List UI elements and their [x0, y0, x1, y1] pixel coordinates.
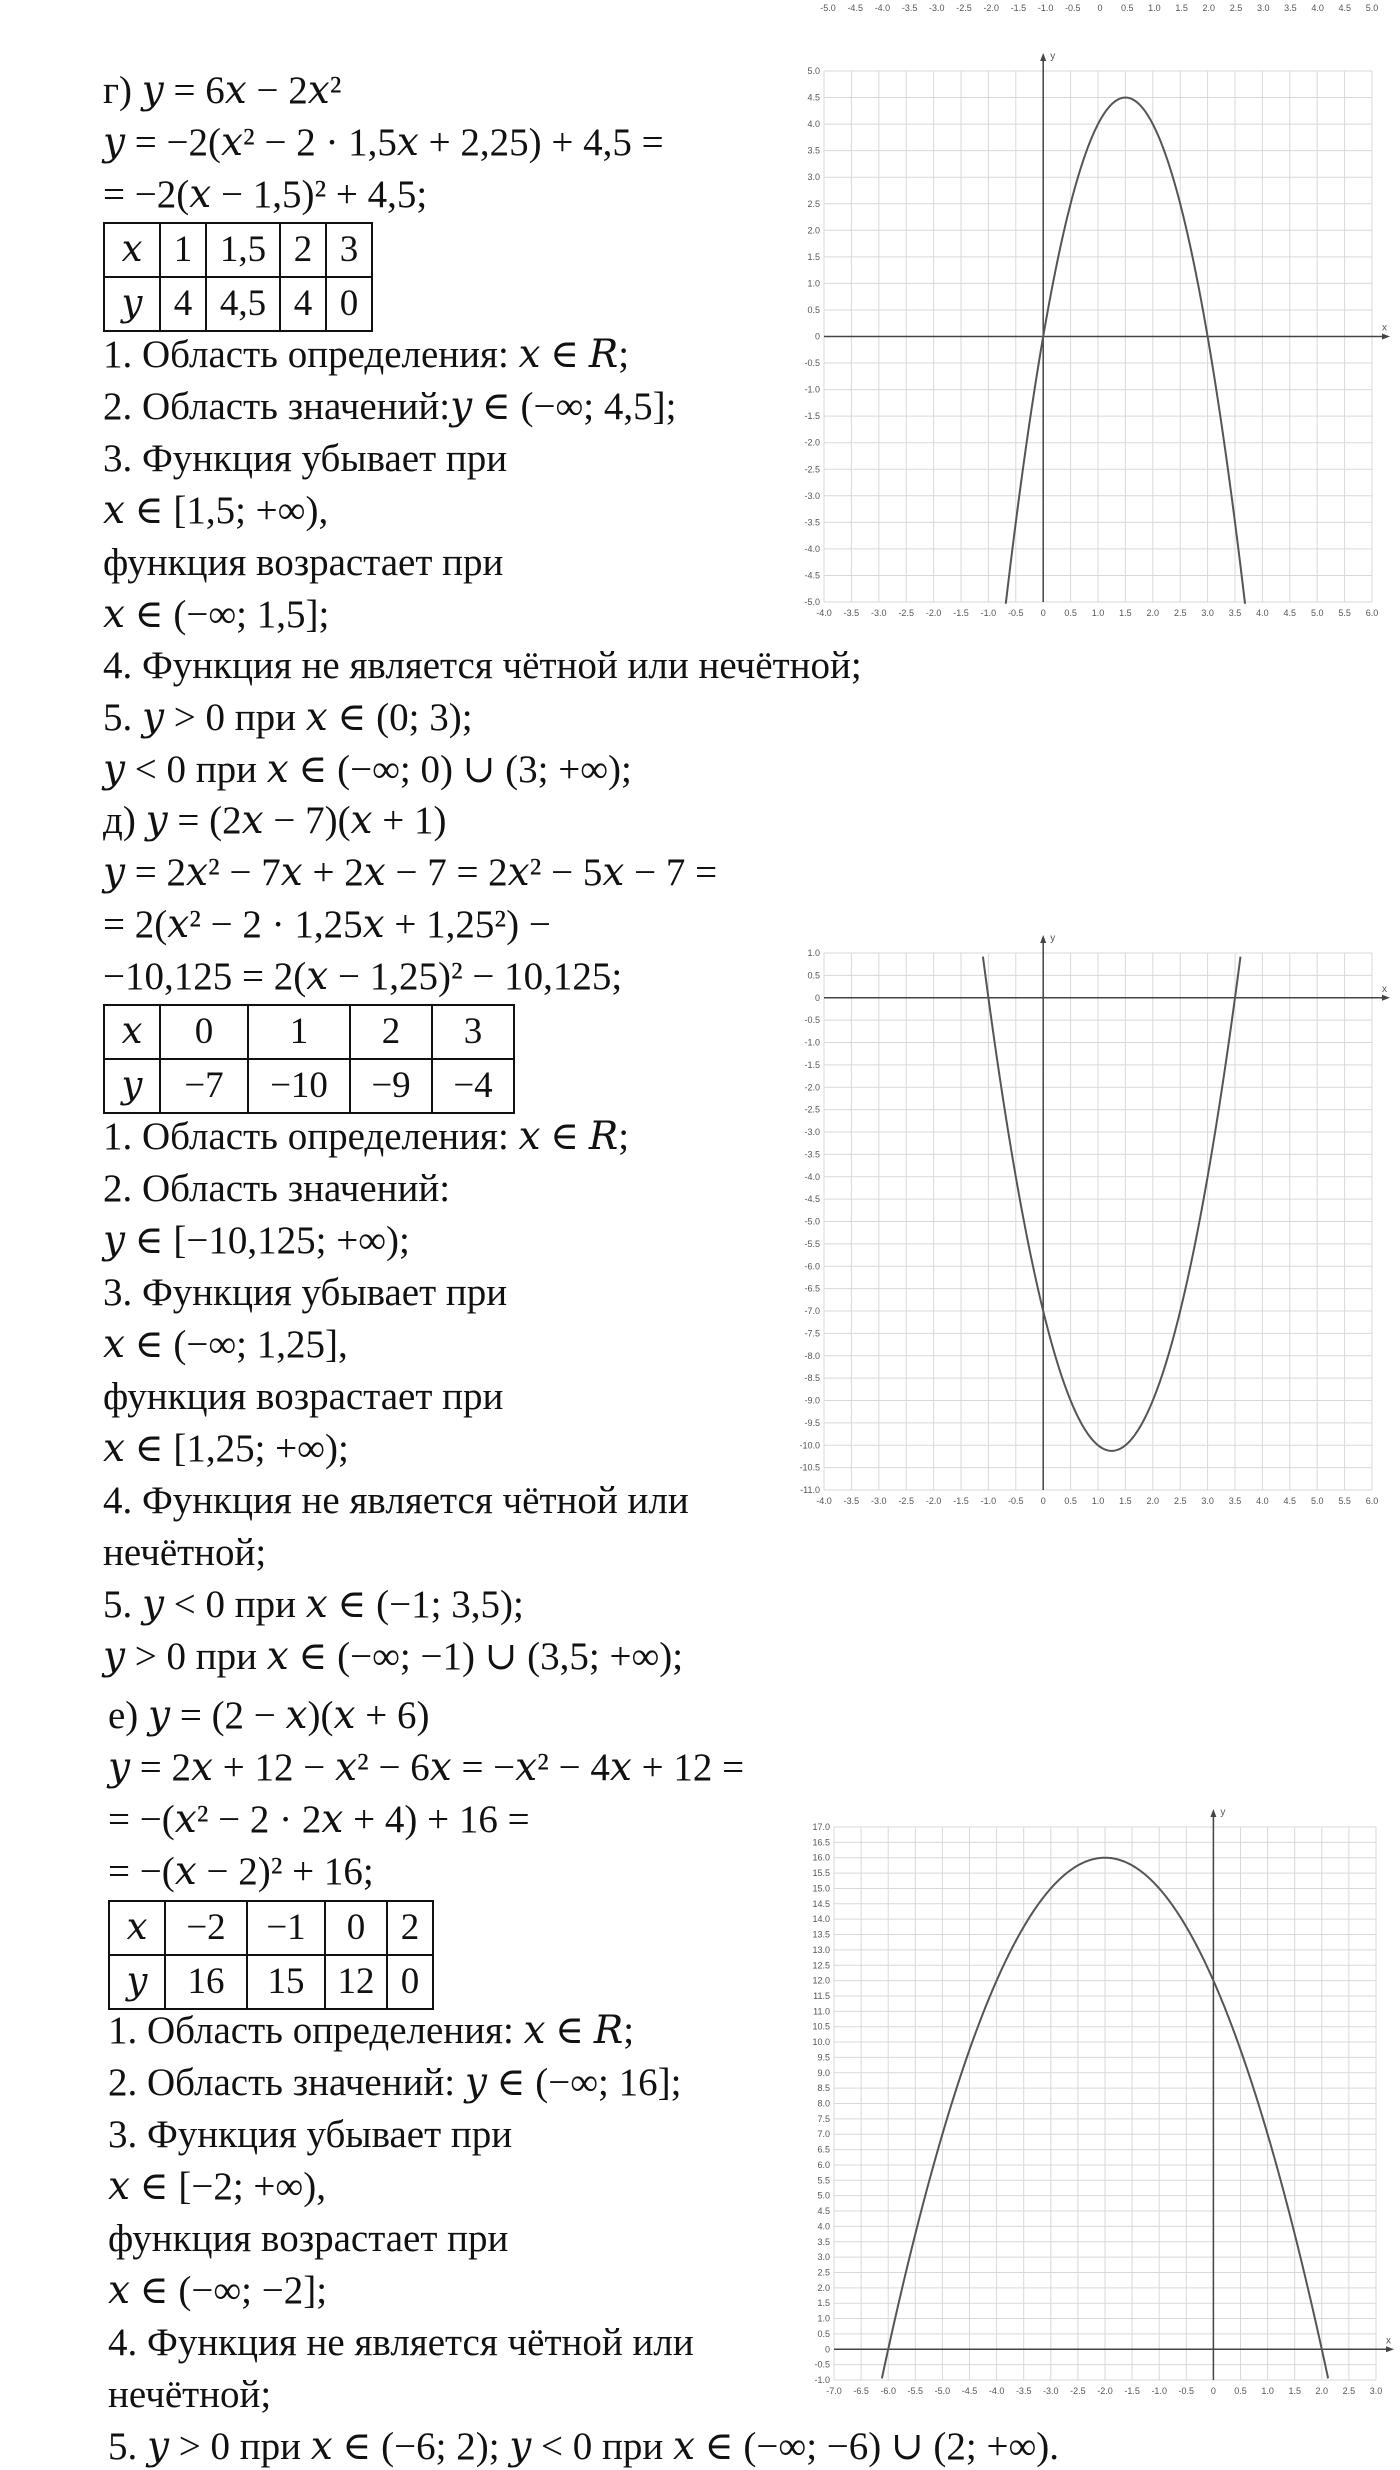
y-tick-label: -0.5	[804, 1015, 820, 1026]
x-tick-label: -1.0	[1151, 2386, 1167, 2396]
section-e-prop-5: функция возрастает при	[108, 2217, 509, 2260]
y-tick-label: -9.0	[804, 1395, 820, 1406]
top-axis-tick-label: -5.0	[820, 3, 836, 13]
top-axis-tick-label: 3.5	[1284, 3, 1297, 13]
table-cell: 15	[247, 1955, 325, 2009]
section-e-prop-3: 3. Функция убывает при	[108, 2113, 513, 2156]
top-axis-tick-label: -1.0	[1037, 3, 1054, 13]
table-cell: 0	[326, 277, 372, 331]
graph-d	[800, 925, 1390, 1505]
section-d-line-1: д) 𝑦 = (2𝑥 − 7)(𝑥 + 1)	[103, 799, 447, 842]
table-cell: 𝑥	[104, 1005, 160, 1059]
top-axis-tick-label: -4.5	[847, 3, 863, 13]
x-tick-label: -2.0	[1097, 2386, 1113, 2396]
x-tick-label: -0.5	[1008, 1496, 1024, 1506]
table-cell: 0	[160, 1005, 248, 1059]
x-tick-label: 1.5	[1119, 1496, 1132, 1506]
section-d-line-4: −10,125 = 2(𝑥 − 1,25)² − 10,125;	[103, 955, 623, 998]
top-axis-tick-label: 0.5	[1120, 3, 1134, 13]
table-cell: 2	[350, 1005, 432, 1059]
y-tick-label: -1.0	[814, 2375, 830, 2385]
section-d-prop-2: 2. Область значений:	[103, 1167, 451, 1210]
y-tick-label: 4.5	[817, 2206, 830, 2217]
x-tick-label: -1.5	[953, 1496, 969, 1506]
x-tick-label: 0	[1040, 608, 1046, 618]
y-tick-label: 14.0	[812, 1914, 830, 1925]
top-axis-tick-label: 0	[1097, 3, 1103, 13]
table-cell: 𝑦	[104, 277, 160, 331]
table-cell: 𝑥	[104, 223, 160, 277]
x-tick-label: -4.0	[816, 1496, 832, 1506]
x-axis-label: x	[1386, 2335, 1391, 2347]
x-tick-label: 3.0	[1369, 2386, 1383, 2396]
y-tick-label: 6.5	[817, 2144, 830, 2155]
y-tick-label: -3.5	[804, 1149, 820, 1160]
section-e-line-1: е) 𝑦 = (2 − 𝑥)(𝑥 + 6)	[108, 1694, 430, 1737]
x-tick-label: -2.0	[925, 1496, 942, 1506]
table-cell: 1	[248, 1005, 350, 1059]
y-tick-label: 10.5	[812, 2021, 830, 2032]
section-g-prop-6: 𝑥 ∈ (−∞; 1,5];	[103, 593, 330, 636]
y-tick-label: -10.5	[799, 1462, 820, 1473]
x-tick-label: 3.5	[1228, 608, 1242, 618]
x-tick-label: 0.5	[1064, 1496, 1077, 1506]
y-tick-label: 2.0	[817, 2282, 830, 2293]
table-cell: 4	[160, 277, 206, 331]
y-tick-label: -6.5	[804, 1283, 820, 1294]
y-tick-label: 13.0	[812, 1944, 830, 1955]
y-tick-label: 5.5	[817, 2175, 830, 2186]
table-row	[104, 277, 372, 331]
section-d-prop-6: функция возрастает при	[103, 1375, 504, 1418]
section-g-line-3: = −2(𝑥 − 1,5)² + 4,5;	[103, 173, 428, 216]
table-cell: 0	[325, 1901, 387, 1955]
x-tick-label: 4.0	[1256, 608, 1269, 618]
y-tick-label: -6.0	[804, 1261, 820, 1272]
table-cell: 3	[432, 1005, 514, 1059]
top-axis-tick-label: 4.5	[1338, 3, 1352, 13]
y-tick-label: -1.0	[804, 1037, 820, 1048]
top-axis-tick-label: -2.5	[956, 3, 972, 13]
table-row	[109, 1901, 433, 1955]
section-e-prop-4: 𝑥 ∈ [−2; +∞),	[108, 2165, 326, 2208]
x-tick-label: 2.0	[1146, 1496, 1160, 1506]
top-axis-tick-label: -3.5	[901, 3, 918, 13]
x-tick-label: -4.5	[961, 2386, 978, 2396]
y-tick-label: -8.0	[804, 1350, 820, 1361]
y-tick-label: 1.5	[817, 2298, 830, 2309]
y-axis-arrow	[1040, 935, 1046, 943]
top-axis-tick-strip	[0, 0, 1400, 20]
y-tick-label: -4.0	[804, 1171, 820, 1182]
section-e-values-table	[108, 1900, 434, 2010]
section-d-prop-11: 𝑦 > 0 при 𝑥 ∈ (−∞; −1) ∪ (3,5; +∞);	[103, 1635, 684, 1678]
y-tick-label: -1.0	[804, 384, 820, 395]
y-tick-label: -5.5	[804, 1238, 820, 1249]
y-tick-label: -5.0	[804, 1216, 820, 1227]
x-tick-label: 0.5	[1064, 608, 1077, 618]
section-e-line-4: = −(𝑥 − 2)² + 16;	[108, 1850, 374, 1893]
top-axis-tick-label: -4.0	[874, 3, 891, 13]
section-d-values-table	[103, 1004, 515, 1114]
y-tick-label: -3.0	[804, 1127, 820, 1137]
y-tick-label: 2.5	[807, 198, 820, 209]
y-tick-label: 3.0	[807, 172, 820, 183]
x-axis-arrow	[1382, 334, 1390, 340]
y-tick-label: 8.5	[817, 2083, 830, 2094]
top-axis-tick-label: -0.5	[1065, 3, 1081, 13]
y-tick-label: -2.0	[804, 1082, 820, 1093]
section-d-prop-4: 3. Функция убывает при	[103, 1271, 508, 1314]
section-g-line-2: 𝑦 = −2(𝑥² − 2 · 1,5𝑥 + 2,25) + 4,5 =	[103, 121, 664, 164]
section-g-line-1: г) 𝑦 = 6𝑥 − 2𝑥²	[103, 69, 342, 112]
section-e-line-2: 𝑦 = 2𝑥 + 12 − 𝑥² − 6𝑥 = −𝑥² − 4𝑥 + 12 =	[108, 1746, 745, 1789]
x-tick-label: 2.5	[1342, 2386, 1356, 2396]
section-e-prop-6: 𝑥 ∈ (−∞; −2];	[108, 2269, 328, 2312]
x-tick-label: 4.5	[1283, 1496, 1297, 1506]
section-e-prop-8: нечётной;	[108, 2373, 272, 2416]
y-tick-label: 2.0	[807, 225, 820, 236]
y-tick-label: 6.0	[817, 2159, 830, 2170]
y-tick-label: -8.5	[804, 1373, 820, 1384]
x-tick-label: 6.0	[1365, 1496, 1379, 1506]
section-d-prop-1: 1. Область определения: 𝑥 ∈ 𝑅;	[103, 1115, 630, 1158]
section-d-prop-8: 4. Функция не является чётной или	[103, 1479, 689, 1522]
section-d-prop-7: 𝑥 ∈ [1,25; +∞);	[103, 1427, 349, 1470]
x-tick-label: 1.5	[1288, 2386, 1301, 2396]
table-cell: −4	[432, 1059, 514, 1113]
x-tick-label: 0	[1210, 2386, 1216, 2396]
function-curve	[983, 957, 1241, 1451]
table-cell: −10	[248, 1059, 350, 1113]
table-cell: 2	[280, 223, 326, 277]
table-cell: −7	[160, 1059, 248, 1113]
y-tick-label: -4.0	[804, 543, 820, 554]
section-e-prop-9: 5. 𝑦 > 0 при 𝑥 ∈ (−6; 2); 𝑦 < 0 при 𝑥 ∈ (−∞; −6) ∪ (2; +∞).	[108, 2425, 1060, 2468]
x-tick-label: -0.5	[1178, 2386, 1195, 2396]
y-tick-label: -0.5	[804, 358, 820, 369]
table-row	[104, 1059, 514, 1113]
y-tick-label: 4.0	[817, 2221, 830, 2232]
y-tick-label: 0	[814, 992, 820, 1003]
x-tick-label: -1.0	[980, 608, 997, 618]
y-tick-label: 16.0	[812, 1852, 830, 1863]
y-tick-label: 1.0	[807, 278, 820, 289]
y-tick-label: 0.5	[807, 304, 820, 315]
x-tick-label: -3.0	[1043, 2386, 1059, 2396]
y-tick-label: 0	[824, 2344, 830, 2355]
y-axis-label: y	[1050, 51, 1056, 62]
y-tick-label: 3.0	[817, 2252, 830, 2263]
x-tick-label: -1.5	[1124, 2386, 1140, 2396]
y-tick-label: -0.5	[814, 2359, 830, 2370]
y-axis-arrow	[1040, 53, 1046, 61]
section-d-prop-9: нечётной;	[103, 1531, 267, 1574]
y-tick-label: 7.0	[817, 2129, 830, 2140]
y-tick-label: 12.0	[812, 1975, 830, 1986]
top-axis-tick-label: -3.0	[929, 3, 945, 13]
y-axis-arrow	[1210, 1809, 1216, 1817]
y-tick-label: -2.0	[804, 437, 820, 448]
y-tick-label: 4.5	[807, 92, 820, 103]
x-tick-label: 4.5	[1283, 608, 1297, 618]
y-tick-label: 5.0	[817, 2190, 830, 2201]
y-tick-label: 1.0	[817, 2313, 830, 2324]
table-cell: 2	[387, 1901, 433, 1955]
y-tick-label: 5.0	[807, 66, 820, 76]
x-tick-label: -5.5	[907, 2386, 924, 2396]
x-tick-label: 4.0	[1256, 1496, 1269, 1506]
y-tick-label: -3.5	[804, 517, 820, 528]
section-g-prop-9: 𝑦 < 0 при 𝑥 ∈ (−∞; 0) ∪ (3; +∞);	[103, 748, 632, 791]
x-tick-label: 1.0	[1261, 2386, 1274, 2396]
x-tick-label: -3.0	[871, 608, 887, 618]
top-axis-tick-label: -1.5	[1010, 3, 1027, 13]
x-tick-label: 2.5	[1173, 608, 1187, 618]
y-tick-label: 8.0	[817, 2098, 830, 2109]
section-e-prop-7: 4. Функция не является чётной или	[108, 2321, 694, 2364]
graph-g	[800, 45, 1390, 635]
x-tick-label: 1.0	[1091, 608, 1105, 618]
table-cell: 𝑦	[104, 1059, 160, 1113]
table-row	[109, 1955, 433, 2009]
top-axis-tick-label: 4.0	[1311, 3, 1324, 13]
y-tick-label: 15.0	[812, 1883, 830, 1894]
x-tick-label: 5.5	[1338, 1496, 1351, 1506]
y-tick-label: 10.0	[812, 2037, 830, 2048]
section-d-prop-3: 𝑦 ∈ [−10,125; +∞);	[103, 1219, 410, 1262]
y-axis-label: y	[1220, 1807, 1226, 1818]
x-tick-label: 3.0	[1201, 608, 1214, 618]
x-tick-label: 2.0	[1315, 2386, 1329, 2396]
y-tick-label: 7.5	[817, 2113, 830, 2124]
y-tick-label: 0	[814, 331, 820, 342]
section-d-line-3: = 2(𝑥² − 2 · 1,25𝑥 + 1,25²) −	[103, 903, 551, 946]
y-tick-label: -10.0	[799, 1440, 820, 1451]
y-tick-label: 3.5	[817, 2236, 830, 2247]
y-tick-label: 3.5	[807, 145, 820, 156]
section-g-prop-8: 5. 𝑦 > 0 при 𝑥 ∈ (0; 3);	[103, 696, 473, 739]
section-e-prop-2: 2. Область значений: 𝑦 ∈ (−∞; 16];	[108, 2061, 682, 2104]
y-tick-label: -5.0	[804, 597, 820, 607]
x-tick-label: -4.0	[988, 2386, 1005, 2396]
x-tick-label: 1.0	[1091, 1496, 1105, 1506]
x-tick-label: 5.0	[1310, 1496, 1324, 1506]
table-cell: 12	[325, 1955, 387, 2009]
section-g-prop-1: 1. Область определения: 𝑥 ∈ 𝑅;	[103, 333, 630, 376]
x-tick-label: 3.0	[1201, 1496, 1214, 1506]
y-tick-label: 15.5	[812, 1868, 830, 1879]
section-d-prop-10: 5. 𝑦 < 0 при 𝑥 ∈ (−1; 3,5);	[103, 1583, 524, 1626]
y-tick-label: -3.0	[804, 490, 820, 501]
x-tick-label: -4.0	[816, 608, 832, 618]
section-d-line-2: 𝑦 = 2𝑥² − 7𝑥 + 2𝑥 − 7 = 2𝑥² − 5𝑥 − 7 =	[103, 851, 718, 894]
table-row	[104, 223, 372, 277]
table-row	[104, 1005, 514, 1059]
table-cell: 16	[165, 1955, 247, 2009]
x-tick-label: -6.0	[880, 2386, 896, 2396]
section-g-values-table	[103, 222, 373, 332]
x-tick-label: -2.5	[898, 1496, 914, 1506]
table-cell: 1	[160, 223, 206, 277]
y-tick-label: 0.5	[817, 2328, 830, 2339]
y-tick-label: 4.0	[807, 119, 820, 130]
table-cell: −2	[165, 1901, 247, 1955]
y-tick-label: -9.5	[804, 1417, 820, 1428]
top-axis-tick-label: 3.0	[1256, 3, 1270, 13]
section-g-prop-7: 4. Функция не является чётной или нечётной;	[103, 644, 862, 687]
top-axis-tick-label: 2.5	[1229, 3, 1243, 13]
y-tick-label: 16.5	[812, 1837, 830, 1848]
y-tick-label: -4.5	[804, 1194, 820, 1205]
section-g-prop-2: 2. Область значений:𝑦 ∈ (−∞; 4,5];	[103, 385, 677, 428]
y-tick-label: 11.5	[813, 1990, 830, 2001]
y-tick-label: 1.0	[807, 948, 820, 958]
table-cell: −1	[247, 1901, 325, 1955]
x-axis-arrow	[1382, 995, 1390, 1001]
table-cell: 1,5	[206, 223, 280, 277]
y-tick-label: -7.5	[804, 1328, 820, 1339]
y-tick-label: 1.5	[807, 251, 820, 262]
y-tick-label: 13.5	[812, 1929, 830, 1940]
x-tick-label: -2.5	[1070, 2386, 1086, 2396]
y-tick-label: 2.5	[817, 2267, 830, 2278]
x-tick-label: 2.0	[1146, 608, 1160, 618]
x-tick-label: -3.5	[1015, 2386, 1032, 2396]
x-axis-label: x	[1382, 322, 1387, 334]
y-tick-label: -1.5	[804, 1059, 820, 1070]
x-tick-label: -6.5	[853, 2386, 869, 2396]
y-tick-label: 14.5	[812, 1898, 830, 1909]
top-axis-tick-label: 1.0	[1148, 3, 1161, 13]
x-axis-label: x	[1382, 983, 1387, 995]
graph-e	[800, 1797, 1390, 2395]
x-tick-label: -2.0	[925, 608, 942, 618]
section-e-prop-1: 1. Область определения: 𝑥 ∈ 𝑅;	[108, 2009, 635, 2052]
table-cell: 3	[326, 223, 372, 277]
section-e-line-3: = −(𝑥² − 2 · 2𝑥 + 4) + 16 =	[108, 1798, 530, 1841]
x-tick-label: -3.0	[871, 1496, 887, 1506]
table-cell: 𝑥	[109, 1901, 165, 1955]
x-tick-label: 1.5	[1119, 608, 1132, 618]
y-tick-label: -11.0	[800, 1485, 820, 1495]
x-tick-label: -1.5	[953, 608, 969, 618]
y-tick-label: -7.0	[804, 1306, 820, 1316]
section-g-prop-5: функция возрастает при	[103, 541, 504, 584]
x-tick-label: 2.5	[1173, 1496, 1187, 1506]
y-tick-label: -2.5	[804, 1104, 820, 1115]
x-tick-label: -5.0	[934, 2386, 951, 2396]
x-tick-label: 3.5	[1228, 1496, 1242, 1506]
x-tick-label: 0.5	[1234, 2386, 1247, 2396]
top-axis-tick-label: -2.0	[983, 3, 999, 13]
top-axis-tick-label: 1.5	[1175, 3, 1188, 13]
x-tick-label: -7.0	[826, 2386, 842, 2396]
x-tick-label: -2.5	[898, 608, 914, 618]
y-tick-label: 0.5	[807, 970, 820, 981]
y-tick-label: -4.5	[804, 570, 820, 581]
y-tick-label: 12.5	[812, 1960, 830, 1971]
y-tick-label: 17.0	[812, 1822, 830, 1832]
top-axis-tick-label: 5.0	[1365, 3, 1379, 13]
y-tick-label: 9.0	[817, 2067, 830, 2078]
x-axis-arrow	[1386, 2346, 1394, 2352]
section-d-prop-5: 𝑥 ∈ (−∞; 1,25],	[103, 1323, 348, 1366]
table-cell: 0	[387, 1955, 433, 2009]
table-cell: −9	[350, 1059, 432, 1113]
y-tick-label: 11.0	[813, 2006, 830, 2017]
y-tick-label: -2.5	[804, 464, 820, 475]
y-tick-label: 9.5	[817, 2052, 830, 2063]
x-tick-label: -0.5	[1008, 608, 1024, 618]
x-tick-label: -1.0	[980, 1496, 997, 1506]
x-tick-label: -3.5	[843, 608, 860, 618]
section-g-prop-3: 3. Функция убывает при	[103, 437, 508, 480]
top-axis-tick-label: 2.0	[1202, 3, 1216, 13]
table-cell: 4	[280, 277, 326, 331]
x-tick-label: 6.0	[1365, 608, 1379, 618]
section-g-prop-4: 𝑥 ∈ [1,5; +∞),	[103, 489, 329, 532]
x-tick-label: 0	[1040, 1496, 1046, 1506]
y-tick-label: -1.5	[804, 411, 820, 422]
table-cell: 𝑦	[109, 1955, 165, 2009]
x-tick-label: 5.0	[1310, 608, 1324, 618]
table-cell: 4,5	[206, 277, 280, 331]
x-tick-label: -3.5	[843, 1496, 860, 1506]
x-tick-label: 5.5	[1338, 608, 1351, 618]
y-axis-label: y	[1050, 933, 1056, 944]
